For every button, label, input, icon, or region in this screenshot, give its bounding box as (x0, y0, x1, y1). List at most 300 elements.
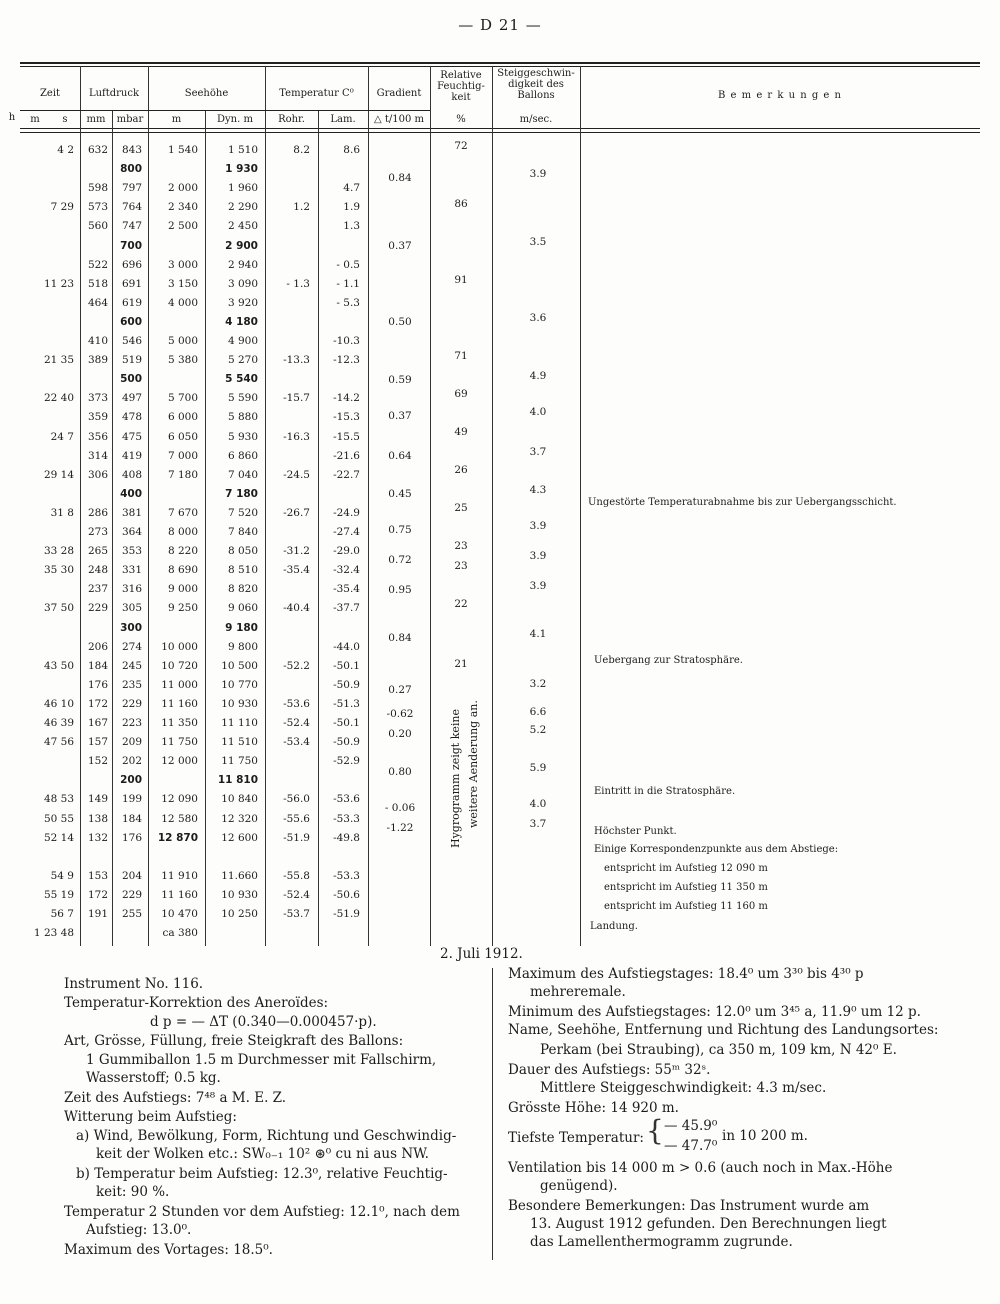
table-cell-m: 3 150 (167, 277, 198, 290)
table-top-rule-2 (20, 66, 980, 67)
table-cell-m: 10 720 (161, 659, 198, 672)
right-line-11: genügend). (540, 1178, 618, 1194)
remark-9: Landung. (590, 921, 638, 932)
table-cell-rohr: -40.4 (283, 602, 310, 615)
col-divider (368, 66, 369, 946)
header-temperatur: Temperatur C⁰ (279, 88, 354, 99)
table-cell-time: 1 23 48 (33, 927, 74, 939)
table-cell-lam: -12.3 (333, 354, 360, 367)
table-cell-m: 8 220 (167, 545, 198, 558)
table-cell-time: 55 19 (43, 888, 74, 901)
header-steig-unit: m/sec. (519, 114, 553, 125)
table-cell-time: 54 9 (50, 869, 74, 882)
table-cell-dyn: 10 930 (221, 697, 258, 710)
remark-7: entspricht im Aufstieg 11 350 m (604, 882, 768, 893)
table-cell-lam: -51.3 (333, 697, 360, 710)
table-cell-mbar: 497 (121, 392, 142, 405)
col-divider (265, 66, 266, 946)
table-cell-dyn: 6 860 (227, 449, 258, 462)
table-cell-mm: 153 (87, 869, 108, 882)
table-cell-rohr: -16.3 (283, 430, 310, 443)
table-cell-mm: 167 (87, 717, 108, 729)
table-cell-dyn: 2 900 (225, 239, 258, 252)
table-cell-mm: 356 (87, 430, 108, 443)
table-cell-dyn: 3 090 (227, 277, 258, 290)
table-cell-rohr: -52.2 (283, 659, 310, 672)
table-cell-dyn: 8 820 (227, 583, 258, 596)
table-cell-m: 2 000 (167, 182, 198, 195)
table-cell-lam: -22.7 (333, 468, 360, 481)
humidity-value: 23 (454, 540, 468, 552)
remark-8: entspricht im Aufstieg 11 160 m (604, 901, 768, 912)
header-gradient: Gradient (376, 88, 422, 99)
table-cell-dyn: 1 930 (225, 163, 258, 176)
table-cell-rohr: -53.6 (283, 697, 310, 710)
table-cell-mbar: 696 (121, 258, 142, 271)
table-cell-m: 4 000 (167, 296, 198, 309)
table-cell-dyn: 2 940 (227, 258, 258, 271)
table-cell-dyn: 4 180 (225, 315, 258, 328)
humidity-value: 23 (454, 560, 468, 572)
left-line-8: Witterung beim Aufstieg: (64, 1109, 237, 1125)
right-line-5: Perkam (bei Straubing), ca 350 m, 109 km, N 42⁰ E. (540, 1042, 897, 1058)
remark-5: Einige Korrespondenzpunkte aus dem Abstiege: (594, 844, 839, 855)
table-cell-mbar: 500 (120, 373, 142, 386)
remark-2: Uebergang zur Stratosphäre. (594, 655, 743, 666)
table-cell-time: 31 8 (50, 506, 74, 519)
speed-value: 3.9 (529, 580, 547, 592)
header-seehoehe: Seehöhe (184, 88, 229, 99)
table-cell-mm: 149 (87, 793, 108, 806)
humidity-value: 25 (454, 502, 468, 514)
header-bottom-rule-2 (20, 132, 980, 133)
table-cell-dyn: 11 810 (217, 774, 258, 787)
table-cell-rohr: -35.4 (283, 564, 310, 577)
table-cell-m: 2 340 (167, 201, 198, 214)
table-cell-m: 11 750 (161, 736, 198, 749)
table-cell-mbar: 797 (121, 182, 142, 195)
table-cell-dyn: 3 920 (227, 296, 258, 309)
table-cell-rohr: -53.7 (283, 907, 310, 920)
speed-value: 3.5 (529, 236, 547, 248)
table-cell-dyn: 10 500 (221, 659, 258, 672)
table-cell-m: 1 540 (167, 144, 198, 156)
table-cell-mm: 248 (87, 564, 108, 577)
table-cell-m: 11 000 (161, 678, 198, 691)
table-cell-dyn: 5 270 (227, 354, 258, 367)
table-cell-lam: -50.1 (333, 717, 360, 729)
speed-value: 4.1 (529, 628, 547, 640)
table-cell-dyn: 9 060 (227, 602, 258, 615)
date: 2. Juli 1912. (440, 946, 523, 962)
page-number: — D 21 — (458, 16, 542, 34)
right-line-4: Name, Seehöhe, Entfernung und Richtung des Landungsortes: (508, 1022, 939, 1038)
table-cell-time: 43 50 (43, 659, 74, 672)
table-cell-time: 21 35 (43, 354, 74, 367)
table-cell-mm: 598 (87, 182, 108, 195)
gradient-value: -1.22 (386, 822, 414, 834)
table-cell-rohr: -53.4 (283, 736, 310, 749)
table-cell-mbar: 519 (121, 354, 142, 367)
table-cell-m: 10 470 (161, 907, 198, 920)
table-cell-dyn: 7 520 (227, 506, 258, 519)
table-cell-mbar: 381 (121, 506, 142, 519)
table-cell-m: 11 160 (161, 697, 198, 710)
table-cell-time: 35 30 (43, 564, 74, 577)
table-cell-mm: 306 (87, 468, 108, 481)
left-line-14: Aufstieg: 13.0⁰. (86, 1222, 192, 1238)
subheader-rule (148, 110, 430, 111)
table-cell-mm: 206 (87, 640, 108, 653)
table-cell-time: 47 56 (43, 736, 74, 749)
table-cell-lam: - 0.5 (336, 258, 360, 271)
table-cell-time: 22 40 (43, 392, 74, 405)
table-cell-rohr: -51.9 (283, 831, 310, 844)
table-cell-lam: -10.3 (333, 335, 360, 347)
left-line-12: keit: 90 %. (96, 1184, 170, 1200)
table-cell-dyn: 10 770 (221, 678, 258, 691)
table-cell-mbar: 209 (121, 736, 142, 749)
table-cell-time: 4 2 (57, 144, 74, 156)
speed-value: 5.9 (529, 762, 547, 774)
tiefste-value-2: — 47.7⁰ (664, 1138, 718, 1154)
table-cell-m: 11 160 (161, 888, 198, 901)
table-cell-mm: 229 (87, 602, 108, 615)
table-cell-lam: - 5.3 (336, 296, 360, 309)
table-cell-mm: 132 (87, 831, 108, 844)
speed-value: 3.7 (529, 446, 547, 458)
tiefste-value-1: — 45.9⁰ (664, 1118, 718, 1134)
humidity-value: 86 (454, 198, 468, 210)
table-cell-mm: 273 (87, 526, 108, 538)
table-cell-dyn: 4 900 (227, 335, 258, 347)
table-cell-time: 29 14 (43, 468, 74, 481)
table-cell-dyn: 5 880 (227, 411, 258, 424)
humidity-value: 72 (454, 140, 468, 152)
table-cell-dyn: 9 180 (225, 621, 258, 634)
gradient-value: 0.59 (388, 374, 412, 386)
col-divider (492, 66, 493, 946)
table-cell-mbar: 245 (121, 659, 142, 672)
table-cell-m: 5 000 (167, 335, 198, 347)
speed-value: 3.7 (529, 818, 547, 830)
table-cell-mbar: 204 (121, 869, 142, 882)
table-cell-lam: -14.2 (333, 392, 360, 405)
table-cell-m: 6 000 (167, 411, 198, 424)
table-cell-lam: 1.3 (343, 220, 360, 233)
right-line-6: Dauer des Aufstiegs: 55ᵐ 32ˢ. (508, 1062, 711, 1078)
header-steiggeschwindigkeit: Steiggeschwin- digkeit des Ballons (497, 68, 575, 101)
header-gradient-unit: △ t/100 m (373, 114, 424, 125)
table-cell-mbar: 691 (121, 277, 142, 290)
table-cell-mbar: 229 (121, 697, 142, 710)
table-cell-mbar: 478 (121, 411, 142, 424)
table-cell-lam: -50.9 (333, 736, 360, 749)
table-cell-lam: -24.9 (333, 506, 360, 519)
table-cell-mbar: 400 (120, 487, 142, 500)
table-cell-m: 3 000 (167, 258, 198, 271)
table-cell-mm: 389 (87, 354, 108, 367)
header-s: s (62, 114, 68, 125)
table-cell-time: 37 50 (43, 602, 74, 615)
header-m: m (30, 114, 40, 125)
remark-1: Ungestörte Temperaturabnahme bis zur Uebergangsschicht. (588, 497, 897, 508)
table-cell-time: 7 29 (50, 201, 74, 214)
humidity-value: 71 (454, 350, 468, 362)
table-cell-dyn: 11.660 (221, 869, 258, 882)
table-cell-lam: -49.8 (333, 831, 360, 844)
table-cell-time: 52 14 (43, 831, 74, 844)
table-cell-rohr: 1.2 (293, 201, 310, 214)
table-cell-mm: 560 (87, 220, 108, 233)
table-cell-dyn: 11 750 (221, 755, 258, 768)
table-cell-mbar: 747 (121, 220, 142, 233)
table-cell-lam: -51.9 (333, 907, 360, 920)
table-cell-mm: 172 (87, 888, 108, 901)
col-divider (148, 66, 149, 946)
table-cell-lam: 4.7 (343, 182, 360, 195)
table-cell-m: 9 000 (167, 583, 198, 596)
speed-value: 5.2 (529, 724, 547, 736)
right-line-14: das Lamellenthermogramm zugrunde. (530, 1234, 793, 1250)
table-cell-mm: 359 (87, 411, 108, 424)
table-cell-m: 5 700 (167, 392, 198, 405)
gradient-value: 0.84 (388, 632, 412, 644)
left-line-2: Temperatur-Korrektion des Aneroïdes: (64, 995, 329, 1011)
remark-4: Höchster Punkt. (594, 826, 677, 837)
table-cell-mm: 265 (87, 545, 108, 558)
table-cell-dyn: 1 510 (227, 144, 258, 156)
table-cell-rohr: -55.6 (283, 812, 310, 825)
header-bottom-rule (20, 128, 980, 129)
table-cell-rohr: -52.4 (283, 888, 310, 901)
table-top-rule (20, 62, 980, 64)
header-feucht-unit: % (456, 114, 466, 125)
table-cell-time: 11 23 (43, 277, 74, 290)
gradient-value: 0.75 (388, 524, 412, 536)
table-cell-m: 8 690 (167, 564, 198, 577)
table-cell-mbar: 364 (121, 526, 142, 538)
humidity-value: 49 (454, 426, 468, 438)
remark-6: entspricht im Aufstieg 12 090 m (604, 863, 768, 874)
col-divider (580, 66, 581, 946)
left-line-6: Wasserstoff; 0.5 kg. (86, 1070, 221, 1086)
table-cell-dyn: 11 510 (221, 736, 258, 749)
gradient-value: 0.84 (388, 172, 412, 184)
header-m-unit: m (171, 114, 182, 125)
table-cell-lam: 8.6 (343, 144, 360, 156)
gradient-value: 0.37 (388, 240, 412, 252)
header-rohr: Rohr. (278, 114, 305, 125)
table-cell-rohr: -24.5 (283, 468, 310, 481)
remark-3: Eintritt in die Stratosphäre. (594, 786, 736, 797)
gradient-value: 0.80 (388, 766, 412, 778)
table-cell-mbar: 546 (121, 335, 142, 347)
table-cell-m: 11 910 (161, 869, 198, 882)
speed-value: 4.0 (529, 798, 547, 810)
table-cell-lam: -50.6 (333, 888, 360, 901)
table-cell-rohr: -52.4 (283, 717, 310, 729)
gradient-value: 0.64 (388, 450, 412, 462)
table-cell-m: 9 250 (167, 602, 198, 615)
table-cell-mbar: 700 (120, 239, 142, 252)
table-cell-mm: 176 (87, 678, 108, 691)
header-luftdruck: Luftdruck (88, 88, 140, 99)
tiefste-brace: { (646, 1114, 664, 1147)
header-h: h (8, 112, 16, 123)
table-cell-m: ca 380 (162, 927, 198, 939)
table-cell-time: 48 53 (43, 793, 74, 806)
speed-value: 3.9 (529, 550, 547, 562)
table-cell-mbar: 200 (120, 774, 142, 787)
table-cell-m: 8 000 (167, 526, 198, 538)
table-cell-rohr: - 1.3 (286, 277, 310, 290)
table-cell-rohr: -31.2 (283, 545, 310, 558)
speed-value: 3.9 (529, 168, 547, 180)
table-cell-dyn: 5 540 (225, 373, 258, 386)
table-cell-time: 46 10 (43, 697, 74, 710)
table-cell-m: 7 000 (167, 449, 198, 462)
table-cell-dyn: 10 840 (221, 793, 258, 806)
humidity-value: 26 (454, 464, 468, 476)
table-cell-lam: -50.9 (333, 678, 360, 691)
table-cell-m: 12 000 (161, 755, 198, 768)
right-line-3: Minimum des Aufstiegstages: 12.0⁰ um 3⁴⁵ a, 11.9⁰ um 12 p. (508, 1004, 921, 1020)
speed-value: 4.0 (529, 406, 547, 418)
table-cell-m: 7 670 (167, 506, 198, 519)
table-cell-mbar: 475 (121, 430, 142, 443)
table-cell-mm: 632 (87, 144, 108, 156)
table-cell-dyn: 2 450 (227, 220, 258, 233)
header-mbar: mbar (116, 114, 144, 125)
table-cell-lam: -15.5 (333, 430, 360, 443)
table-cell-lam: 1.9 (343, 201, 360, 214)
table-cell-m: 12 870 (157, 831, 198, 844)
table-cell-mbar: 184 (121, 812, 142, 825)
table-cell-lam: -35.4 (333, 583, 360, 596)
table-cell-mbar: 305 (121, 602, 142, 615)
table-cell-rohr: -55.8 (283, 869, 310, 882)
table-cell-dyn: 1 960 (227, 182, 258, 195)
table-cell-m: 10 000 (161, 640, 198, 653)
table-cell-dyn: 7 040 (227, 468, 258, 481)
humidity-value: 91 (454, 274, 468, 286)
table-cell-mm: 191 (87, 907, 108, 920)
table-cell-lam: -52.9 (333, 755, 360, 768)
table-cell-mm: 314 (87, 449, 108, 462)
table-cell-mm: 152 (87, 755, 108, 768)
table-cell-lam: -32.4 (333, 564, 360, 577)
table-cell-mm: 237 (87, 583, 108, 596)
table-cell-dyn: 8 050 (227, 545, 258, 558)
hygrogram-note-2: weitere Aenderung an. (467, 700, 480, 828)
gradient-value: 0.95 (388, 584, 412, 596)
table-cell-dyn: 7 840 (227, 526, 258, 538)
table-cell-mbar: 800 (120, 163, 142, 176)
table-cell-m: 12 580 (161, 812, 198, 825)
header-bemerkungen: B e m e r k u n g e n (718, 90, 842, 101)
right-line-1: Maximum des Aufstiegstages: 18.4⁰ um 3³⁰ bis 4³⁰ p (508, 966, 864, 982)
col-divider (80, 66, 81, 946)
humidity-value: 21 (454, 658, 468, 670)
table-cell-time: 56 7 (50, 907, 74, 920)
table-cell-mbar: 843 (121, 144, 142, 156)
table-cell-lam: -53.3 (333, 812, 360, 825)
tiefste-height: in 10 200 m. (722, 1128, 808, 1144)
subheader-rule (20, 110, 148, 111)
table-cell-rohr: -26.7 (283, 506, 310, 519)
left-line-7: Zeit des Aufstiegs: 7⁴⁸ a M. E. Z. (64, 1090, 287, 1106)
table-cell-mbar: 419 (121, 449, 142, 462)
table-cell-m: 6 050 (167, 430, 198, 443)
table-cell-mbar: 300 (120, 621, 142, 634)
gradient-value: 0.72 (388, 554, 412, 566)
table-cell-rohr: 8.2 (293, 144, 310, 156)
table-cell-mbar: 600 (120, 315, 142, 328)
left-line-15: Maximum des Vortages: 18.5⁰. (64, 1242, 273, 1258)
right-line-9: Tiefste Temperatur: (508, 1130, 644, 1146)
table-cell-lam: -37.7 (333, 602, 360, 615)
table-cell-m: 11 350 (161, 717, 198, 729)
table-cell-dyn: 10 250 (221, 907, 258, 920)
gradient-value: 0.45 (388, 488, 412, 500)
table-cell-lam: -15.3 (333, 411, 360, 424)
table-cell-lam: - 1.1 (336, 277, 360, 290)
table-cell-mbar: 408 (121, 468, 142, 481)
gradient-value: - 0.06 (384, 802, 416, 814)
hygrogram-note-1: Hygrogramm zeigt keine (449, 708, 462, 848)
table-cell-dyn: 5 590 (227, 392, 258, 405)
table-cell-m: 12 090 (161, 793, 198, 806)
table-cell-mm: 286 (87, 506, 108, 519)
table-cell-mm: 172 (87, 697, 108, 710)
table-cell-mbar: 199 (121, 793, 142, 806)
table-cell-dyn: 11 110 (221, 717, 258, 729)
left-line-4: Art, Grösse, Füllung, freie Steigkraft des Ballons: (64, 1033, 404, 1049)
table-cell-m: 5 380 (167, 354, 198, 367)
speed-value: 3.2 (529, 678, 547, 690)
table-cell-mbar: 764 (121, 201, 142, 214)
table-cell-mm: 464 (87, 296, 108, 309)
table-cell-dyn: 10 930 (221, 888, 258, 901)
left-line-10: keit der Wolken etc.: SW₀₋₁ 10² ⊛⁰ cu ni aus NW. (96, 1146, 429, 1162)
right-line-8: Grösste Höhe: 14 920 m. (508, 1100, 679, 1116)
table-cell-mm: 518 (87, 277, 108, 290)
table-cell-rohr: -13.3 (283, 354, 310, 367)
gradient-value: 0.27 (388, 684, 412, 696)
left-line-13: Temperatur 2 Stunden vor dem Aufstieg: 12.1⁰, nach dem (64, 1204, 460, 1220)
table-cell-mbar: 235 (121, 678, 142, 691)
header-dyn: Dyn. m (217, 114, 253, 125)
table-cell-time: 24 7 (50, 430, 74, 443)
header-zeit: Zeit (39, 88, 61, 99)
table-cell-time: 50 55 (43, 812, 74, 825)
table-cell-dyn: 7 180 (225, 487, 258, 500)
gradient-value: 0.20 (388, 728, 412, 740)
humidity-value: 22 (454, 598, 468, 610)
table-cell-dyn: 8 510 (227, 564, 258, 577)
right-line-10: Ventilation bis 14 000 m > 0.6 (auch noch in Max.-Höhe (508, 1160, 893, 1176)
table-cell-lam: -21.6 (333, 449, 360, 462)
left-line-11: b) Temperatur beim Aufstieg: 12.3⁰, relative Feuchtig- (76, 1166, 448, 1182)
col-divider (112, 110, 113, 946)
table-cell-mm: 410 (87, 335, 108, 347)
table-cell-dyn: 12 320 (221, 812, 258, 825)
table-cell-mbar: 176 (121, 831, 142, 844)
left-line-1: Instrument No. 116. (64, 976, 204, 992)
col-divider (318, 110, 319, 946)
table-cell-time: 33 28 (43, 545, 74, 558)
